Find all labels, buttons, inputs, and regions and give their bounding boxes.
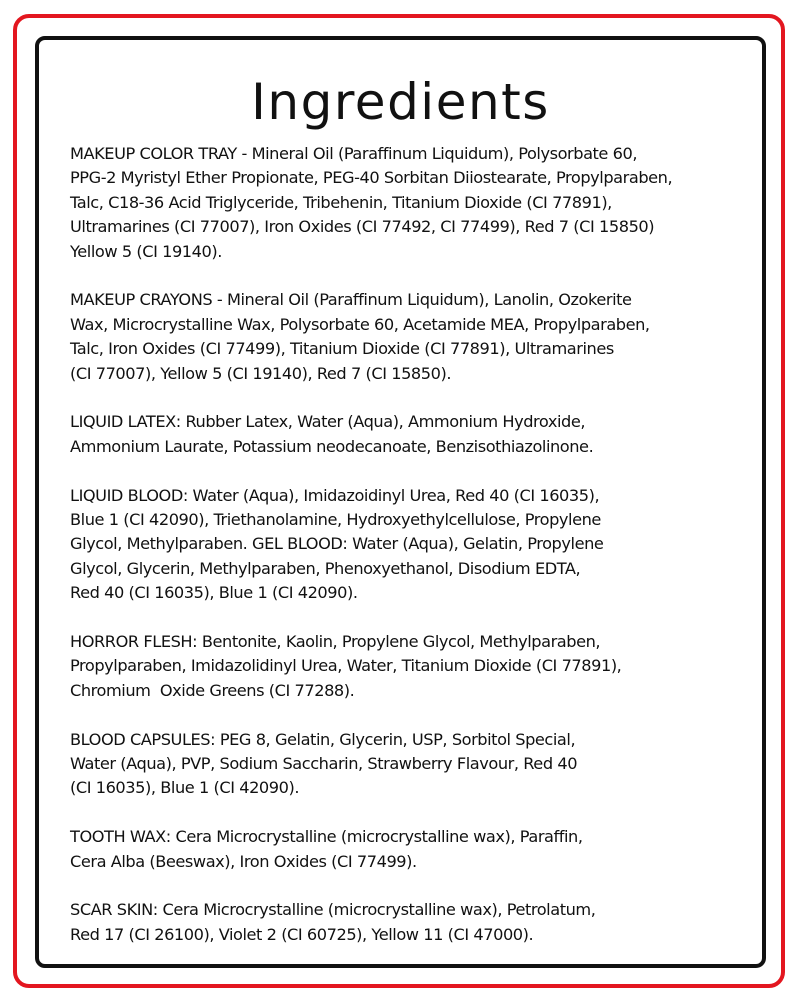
- text-line: MAKEUP CRAYONS - Mineral Oil (Paraffinum Liquidum), Lanolin, Ozokerite: [70, 290, 632, 310]
- text-line: Talc, Iron Oxides (CI 77499), Titanium Dioxide (CI 77891), Ultramarines: [70, 339, 614, 359]
- section-makeup-crayons: [70, 288, 750, 386]
- section-makeup-color-tray: [70, 142, 750, 264]
- text-line: Yellow 5 (CI 19140).: [70, 241, 222, 261]
- section-scar-skin: [70, 898, 750, 947]
- text-line: Wax, Microcrystalline Wax, Polysorbate 60, Acetamide MEA, Propylparaben,: [70, 314, 650, 334]
- text-line: Glycol, Glycerin, Methylparaben, Phenoxyethanol, Disodium EDTA,: [70, 558, 581, 578]
- text-line: PPG-2 Myristyl Ether Propionate, PEG-40 Sorbitan Diiostearate, Propylparaben,: [70, 168, 673, 188]
- text-line: (CI 77007), Yellow 5 (CI 19140), Red 7 (CI 15850).: [70, 363, 452, 383]
- text-line: Red 40 (CI 16035), Blue 1 (CI 42090).: [70, 583, 358, 603]
- text-line: Cera Alba (Beeswax), Iron Oxides (CI 77499).: [70, 851, 417, 871]
- text-line: Glycol, Methylparaben. GEL BLOOD: Water (Aqua), Gelatin, Propylene: [70, 534, 604, 554]
- text-line: Water (Aqua), PVP, Sodium Saccharin, Strawberry Flavour, Red 40: [70, 754, 578, 774]
- text-line: (CI 16035), Blue 1 (CI 42090).: [70, 778, 300, 798]
- text-line: Propylparaben, Imidazolidinyl Urea, Water, Titanium Dioxide (CI 77891),: [70, 656, 622, 676]
- text-line: LIQUID LATEX: Rubber Latex, Water (Aqua), Ammonium Hydroxide,: [70, 412, 586, 432]
- ingredients-list: [70, 142, 750, 972]
- text-line: SCAR SKIN: Cera Microcrystalline (microcrystalline wax), Petrolatum,: [70, 900, 596, 920]
- text-line: MAKEUP COLOR TRAY - Mineral Oil (Paraffinum Liquidum), Polysorbate 60,: [70, 144, 638, 163]
- text-line: HORROR FLESH: Bentonite, Kaolin, Propylene Glycol, Methylparaben,: [70, 632, 601, 652]
- page-title: Ingredients: [251, 73, 550, 131]
- text-line: Talc, C18-36 Acid Triglyceride, Tribehenin, Titanium Dioxide (CI 77891),: [70, 192, 612, 212]
- text-line: Ammonium Laurate, Potassium neodecanoate, Benzisothiazolinone.: [70, 436, 594, 456]
- text-line: LIQUID BLOOD: Water (Aqua), Imidazoidinyl Urea, Red 40 (CI 16035),: [70, 485, 600, 505]
- section-blood-capsules: [70, 728, 750, 801]
- text-line: Blue 1 (CI 42090), Triethanolamine, Hydroxyethylcellulose, Propylene: [70, 510, 601, 530]
- text-line: Ultramarines (CI 77007), Iron Oxides (CI 77492, CI 77499), Red 7 (CI 15850): [70, 217, 655, 237]
- text-line: Chromium Oxide Greens (CI 77288).: [70, 680, 355, 700]
- section-liquid-blood: [70, 484, 750, 606]
- text-line: TOOTH WAX: Cera Microcrystalline (microcrystalline wax), Paraffin,: [70, 827, 583, 847]
- section-tooth-wax: [70, 825, 750, 874]
- text-line: Red 17 (CI 26100), Violet 2 (CI 60725), Yellow 11 (CI 47000).: [70, 924, 534, 944]
- section-horror-flesh: [70, 630, 750, 703]
- section-liquid-latex: [70, 410, 750, 459]
- text-line: BLOOD CAPSULES: PEG 8, Gelatin, Glycerin, USP, Sorbitol Special,: [70, 729, 576, 749]
